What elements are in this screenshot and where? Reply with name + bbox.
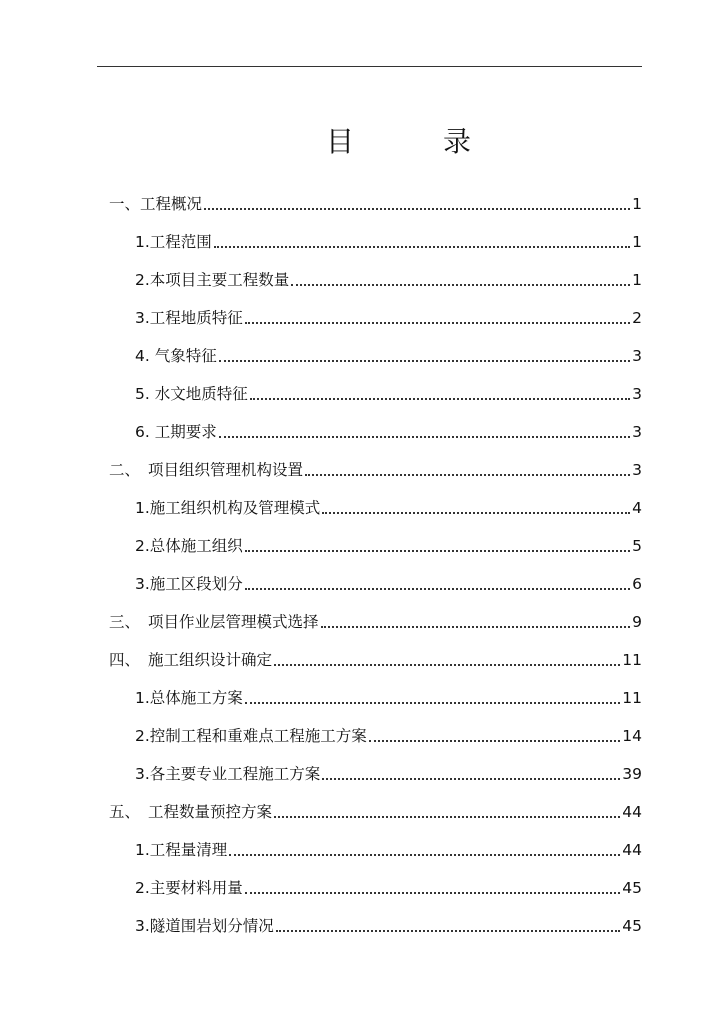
toc-page-number: 9 (632, 613, 642, 631)
toc-entry-text: 项目作业层管理模式选择 (148, 613, 319, 631)
toc-page-number: 3 (632, 347, 642, 365)
toc-entry-label (109, 802, 272, 822)
toc-title-char-2: 录 (443, 125, 472, 158)
toc-dot-leader (219, 436, 630, 438)
toc-entry-label (135, 422, 217, 442)
toc-entry-section-4-3[interactable] (135, 760, 642, 784)
toc-page-number: 3 (632, 385, 642, 403)
toc-dot-leader (245, 550, 630, 552)
toc-entry-section-1-6[interactable] (135, 418, 642, 442)
toc-dot-leader (245, 702, 620, 704)
toc-dot-leader (322, 512, 630, 514)
toc-dot-leader (219, 360, 630, 362)
toc-entry-section-4-2[interactable] (135, 722, 642, 746)
toc-title-char-1: 目 (326, 125, 355, 158)
toc-page-number: 4 (632, 499, 642, 517)
toc-entry-chapter-3[interactable] (109, 608, 642, 632)
toc-entry-number: 一、 (109, 195, 141, 213)
toc-dot-leader (321, 626, 631, 628)
toc-entry-text: 施工组织机构及管理模式 (149, 499, 321, 517)
toc-entry-label (135, 764, 320, 784)
toc-entry-label (135, 536, 243, 556)
toc-page-number: 11 (622, 689, 642, 707)
toc-entry-text: 总体施工方案 (149, 689, 243, 707)
toc-entry-label (135, 574, 243, 594)
toc-page-number: 39 (622, 765, 642, 783)
toc-entry-text: 各主要专业工程施工方案 (149, 765, 321, 783)
toc-entry-number: 2. (135, 271, 150, 289)
toc-entry-label (109, 194, 202, 214)
toc-page-number: 45 (622, 879, 642, 897)
toc-entry-text: 施工组织设计确定 (148, 651, 273, 669)
toc-dot-leader (291, 284, 630, 286)
toc-page-number: 5 (632, 537, 642, 555)
toc-dot-leader (369, 740, 620, 742)
toc-page-number: 11 (622, 651, 642, 669)
toc-entry-number: 3. (135, 575, 150, 593)
toc-entry-text: 项目组织管理机构设置 (148, 461, 304, 479)
toc-entry-number: 2. (135, 537, 150, 555)
toc-dot-leader (305, 474, 630, 476)
toc-entry-text: 控制工程和重难点工程施工方案 (149, 727, 367, 745)
toc-page-number: 3 (632, 423, 642, 441)
toc-page-number: 1 (632, 271, 642, 289)
toc-entry-number: 5. (135, 385, 155, 403)
toc-dot-leader (245, 892, 620, 894)
toc-entry-number: 3. (135, 309, 150, 327)
toc-entry-label (109, 650, 272, 670)
toc-entry-number: 4. (135, 347, 155, 365)
toc-entry-section-5-1[interactable] (135, 836, 642, 860)
toc-entry-text: 隧道围岩划分情况 (149, 917, 274, 935)
toc-entry-label (135, 916, 274, 936)
toc-entry-section-2-2[interactable] (135, 532, 642, 556)
toc-entry-section-4-1[interactable] (135, 684, 642, 708)
toc-entry-label (135, 308, 243, 328)
toc-entry-label (109, 460, 303, 480)
toc-entry-section-1-2[interactable] (135, 266, 642, 290)
toc-entry-text: 工程量清理 (149, 841, 228, 859)
toc-entry-chapter-2[interactable] (109, 456, 642, 480)
toc-entry-text: 水文地质特征 (154, 385, 248, 403)
toc-entry-text: 气象特征 (154, 347, 217, 365)
toc-page-number: 45 (622, 917, 642, 935)
toc-entry-text: 工期要求 (154, 423, 217, 441)
toc-entry-number: 四、 (109, 651, 141, 669)
toc-page-number: 1 (632, 233, 642, 251)
toc-entry-section-1-3[interactable] (135, 304, 642, 328)
toc-entry-text: 施工区段划分 (149, 575, 243, 593)
toc-entry-label (135, 878, 243, 898)
toc-entry-number: 3. (135, 917, 150, 935)
toc-entry-text: 工程范围 (149, 233, 212, 251)
toc-entry-text: 工程地质特征 (149, 309, 243, 327)
toc-page-number: 3 (632, 461, 642, 479)
toc-entry-chapter-1[interactable] (109, 190, 642, 214)
toc-entry-section-5-3[interactable] (135, 912, 642, 936)
toc-entry-text: 工程数量预控方案 (148, 803, 273, 821)
toc-entry-text: 总体施工组织 (149, 537, 243, 555)
toc-dot-leader (214, 246, 630, 248)
toc-entry-number: 6. (135, 423, 155, 441)
toc-entry-chapter-5[interactable] (109, 798, 642, 822)
toc-entry-section-1-4[interactable] (135, 342, 642, 366)
toc-entry-number: 二、 (109, 461, 141, 479)
toc-dot-leader (250, 398, 630, 400)
toc-entry-number: 1. (135, 233, 150, 251)
toc-dot-leader (322, 778, 620, 780)
toc-entry-number: 1. (135, 841, 150, 859)
toc-page-number: 2 (632, 309, 642, 327)
toc-dot-leader (229, 854, 620, 856)
toc-entry-text: 工程概况 (140, 195, 203, 213)
toc-entry-section-1-5[interactable] (135, 380, 642, 404)
toc-entry-label (135, 688, 243, 708)
toc-dot-leader (204, 208, 630, 210)
toc-dot-leader (274, 816, 620, 818)
toc-dot-leader (245, 322, 630, 324)
toc-entry-label (135, 384, 248, 404)
toc-page-number: 44 (622, 803, 642, 821)
toc-entry-label (135, 840, 227, 860)
toc-entry-section-2-3[interactable] (135, 570, 642, 594)
toc-page-number: 6 (632, 575, 642, 593)
toc-entry-text: 主要材料用量 (149, 879, 243, 897)
toc-dot-leader (276, 930, 620, 932)
toc-entry-label (135, 498, 320, 518)
toc-dot-leader (274, 664, 620, 666)
toc-entry-number: 三、 (109, 613, 141, 631)
toc-entry-section-1-1[interactable] (135, 228, 642, 252)
toc-entry-section-5-2[interactable] (135, 874, 642, 898)
toc-entry-label (135, 270, 289, 290)
toc-entry-number: 五、 (109, 803, 141, 821)
toc-entry-number: 3. (135, 765, 150, 783)
toc-entry-number: 1. (135, 499, 150, 517)
toc-page-number: 14 (622, 727, 642, 745)
toc-page-number: 44 (622, 841, 642, 859)
toc-entry-label (109, 612, 319, 632)
toc-entry-label (135, 346, 217, 366)
toc-entry-text: 本项目主要工程数量 (149, 271, 290, 289)
toc-entry-label (135, 232, 212, 252)
toc-entry-number: 2. (135, 879, 150, 897)
toc-entry-chapter-4[interactable] (109, 646, 642, 670)
toc-entry-number: 2. (135, 727, 150, 745)
toc-entry-number: 1. (135, 689, 150, 707)
toc-entry-section-2-1[interactable] (135, 494, 642, 518)
toc-dot-leader (245, 588, 630, 590)
toc-page-number: 1 (632, 195, 642, 213)
toc-entry-label (135, 726, 367, 746)
